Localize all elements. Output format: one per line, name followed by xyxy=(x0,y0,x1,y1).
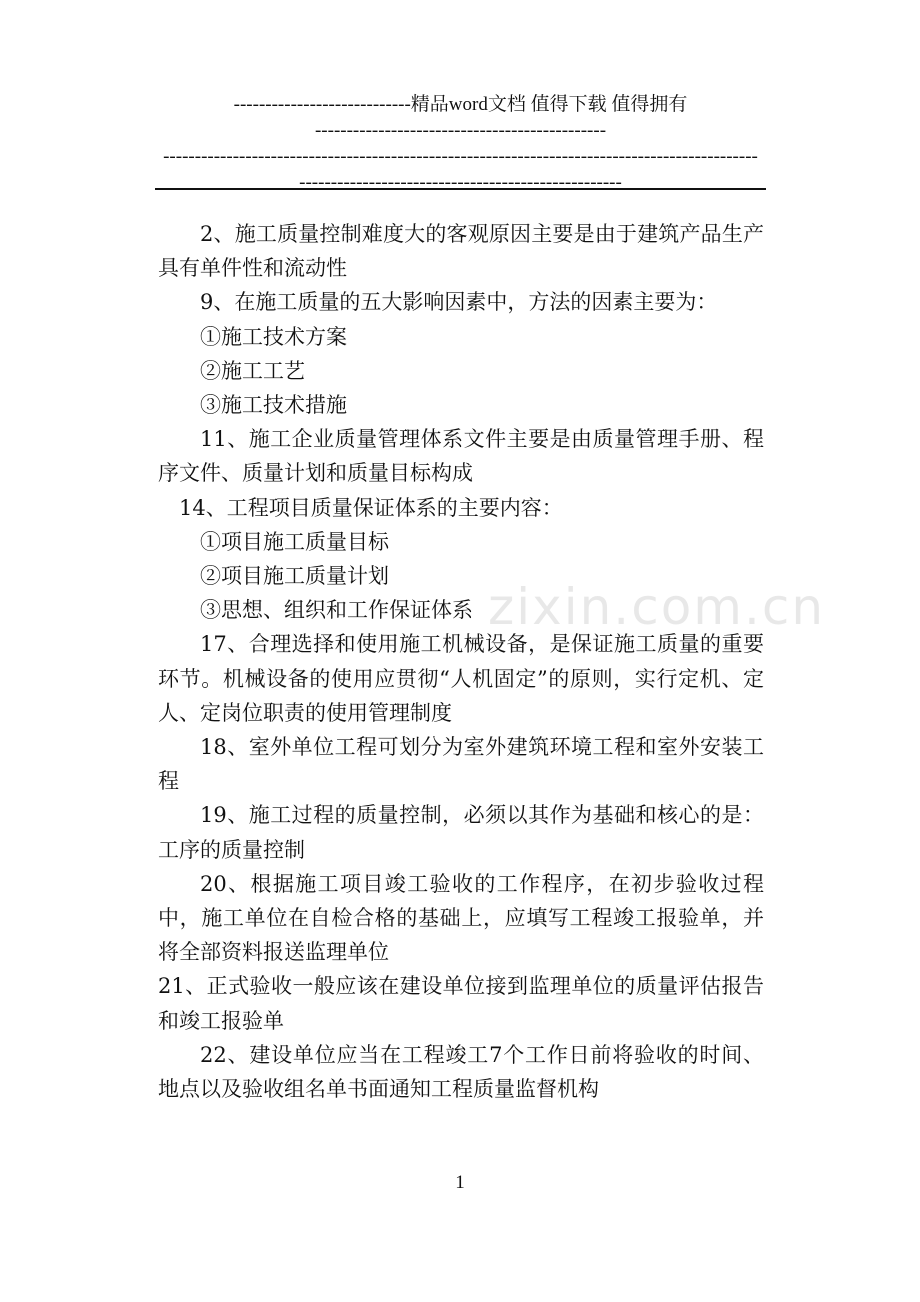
paragraph-subitem: ②施工工艺 xyxy=(200,358,305,383)
paragraph-subitem: ③思想、组织和工作保证体系 xyxy=(200,598,473,623)
paragraph-item-20: 20、根据施工项目竣工验收的工作程序，在初步验收过程中，施工单位在自检合格的基础上，应填写工程竣工报验单，并将全部资料报送监理单位 xyxy=(158,871,764,965)
paragraph-subitem: ①施工技术方案 xyxy=(200,324,347,349)
paragraph-item-9: 9、在施工质量的五大影响因素中，方法的因素主要为： xyxy=(200,290,718,315)
paragraph-item-19: 19、施工过程的质量控制，必须以其作为基础和核心的是：工序的质量控制 xyxy=(158,803,764,862)
paragraph-subitem: ①项目施工质量目标 xyxy=(200,529,389,554)
header-line-dashes-3: --------------------------------------------------- xyxy=(299,172,622,193)
paragraph-item-2: 2、施工质量控制难度大的客观原因主要是由于建筑产品生产具有单件性和流动性 xyxy=(158,222,764,281)
paragraph-item-14: 14、工程项目质量保证体系的主要内容： xyxy=(179,495,563,520)
header-line-dashes-1: ---------------------------------------------- xyxy=(314,120,607,141)
header-line-title: ----------------------------精品word文档 值得下载 值得拥有 xyxy=(233,94,688,115)
paragraph-item-22: 22、建设单位应当在工程竣工7个工作日前将验收的时间、地点以及验收组名单书面通知工程质量监督机构 xyxy=(158,1042,764,1102)
paragraph-item-17: 17、合理选择和使用施工机械设备，是保证施工质量的重要环节。机械设备的使用应贯彻“人机固定”的原则，实行定机、定人、定岗位职责的使用管理制度 xyxy=(158,632,764,725)
header-line-dashes-2: ---------------------------------------------------------------------------------------------- xyxy=(163,146,758,167)
page-header xyxy=(155,92,766,196)
header-rule xyxy=(155,188,766,190)
paragraph-subitem: ②项目施工质量计划 xyxy=(200,564,389,589)
paragraph-subitem: ③施工技术措施 xyxy=(200,393,347,418)
page-number: 1 xyxy=(455,1172,465,1193)
watermark: zixin.com.cn xyxy=(488,578,826,636)
document-body xyxy=(158,217,764,1106)
paragraph-item-21: 21、正式验收一般应该在建设单位接到监理单位的质量评估报告和竣工报验单 xyxy=(158,974,764,1033)
paragraph-item-11: 11、施工企业质量管理体系文件主要是由质量管理手册、程序文件、质量计划和质量目标构成 xyxy=(158,427,764,486)
paragraph-item-18: 18、室外单位工程可划分为室外建筑环境工程和室外安装工程 xyxy=(158,735,764,794)
